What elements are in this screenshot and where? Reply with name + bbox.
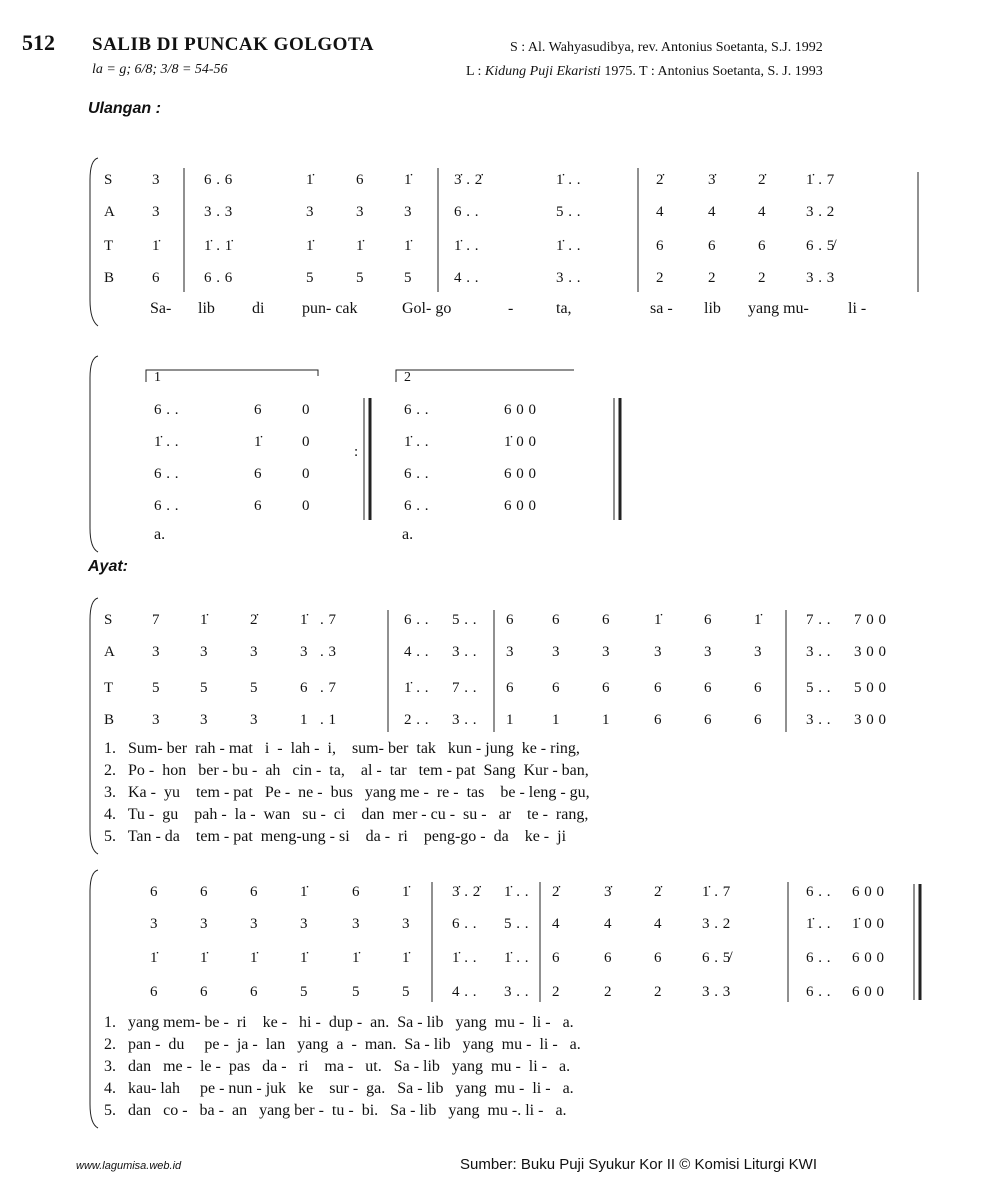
lyric: lib [704,300,721,317]
note: 3 [306,204,314,220]
note: 6 . 5̸ [702,950,731,966]
note: 1̇ . . [504,884,529,900]
note: 1̇ [402,884,410,900]
note: 2 [656,270,664,286]
note: 1 [300,712,308,728]
note: 6 [754,712,762,728]
note: 3 [300,644,308,660]
note: 6 [704,680,712,696]
note: 1̇ [300,612,308,628]
note: 1̇ . . [452,950,477,966]
note: 6 [150,884,158,900]
note: 3 . . [452,644,477,660]
lyric: pun- cak [302,300,358,317]
note: 1̇ [356,238,364,254]
note: 1̇ [300,884,308,900]
note: 3 [250,712,258,728]
note: . 3 [320,644,337,660]
note: 5 . . [556,204,581,220]
note: 2̇ [552,884,560,900]
key-signature: la = g; 6/8; 3/8 = 54-56 [92,62,228,77]
note: 6 . . [154,402,179,418]
note: 3̇ [708,172,716,188]
note: 6 [254,498,262,514]
note: 1̇ . . [556,172,581,188]
note: 6 [704,612,712,628]
note: 3 0 0 [854,712,887,728]
note: 1̇ [250,950,258,966]
note: 3 [150,916,158,932]
melody-credit: L : Kidung Puji Ekaristi 1975. T : Antonius Soetanta, S. J. 1993 [466,64,823,79]
note: 3 [404,204,412,220]
note: 3 [356,204,364,220]
repeat-sign: : [354,444,359,460]
note: 1̇ . . [454,238,479,254]
note: 2̇ [654,884,662,900]
note: 3 [250,644,258,660]
verse-lyric-line: 4. kau- lah pe - nun - juk ke sur - ga. Sa - lib yang mu - li - a. [104,1080,574,1097]
voice-label-s: S [104,612,113,628]
note: 6 [250,884,258,900]
note: 3 [152,172,160,188]
note: 1̇ 0 0 [852,916,885,932]
note: 5 [306,270,314,286]
note: 3 . 3 [702,984,731,1000]
note: 6 . . [154,466,179,482]
note: 6 0 0 [852,884,885,900]
note: 6 [654,712,662,728]
note: 6 . . [806,950,831,966]
note: 6 [754,680,762,696]
note: 6 [150,984,158,1000]
note: 3 [200,916,208,932]
note: 3 . 3 [204,204,233,220]
note: 6 . . [404,498,429,514]
note: 1̇ [404,238,412,254]
note: 1̇ . . [806,916,831,932]
note: 4 . . [452,984,477,1000]
note: 1̇ [150,950,158,966]
note: 6 [604,950,612,966]
note: 1̇ . . [404,680,429,696]
note: 5 . . [452,612,477,628]
voice-label-a: A [104,204,115,220]
note: 2 [552,984,560,1000]
note: 3 [152,712,160,728]
note: 4 . . [404,644,429,660]
note: . 1 [320,712,337,728]
note: 6 [552,680,560,696]
note: 5 [200,680,208,696]
note: 1̇ [300,950,308,966]
note: 6 [758,238,766,254]
note: 1̇ [306,172,314,188]
lyric: yang mu- [748,300,809,317]
verse-lyric-line: 1. Sum- ber rah - mat i - lah - i, sum- ber tak kun - jung ke - ring, [104,740,580,757]
note: 5 . . [806,680,831,696]
verse-lyric-line: 3. dan me - le - pas da - ri ma - ut. Sa - lib yang mu - li - a. [104,1058,571,1075]
voice-label-t: T [104,238,114,254]
voice-label-a: A [104,644,115,660]
note: 1̇ [306,238,314,254]
note: 6 . 6 [204,270,233,286]
note: 6 . . [404,612,429,628]
lyric: li - [848,300,867,317]
note: 3 . 2 [806,204,835,220]
voice-label-t: T [104,680,114,696]
note: 3 [754,644,762,660]
note: 6 [654,680,662,696]
note: 3 . . [452,712,477,728]
note: 3 . . [806,712,831,728]
note: 6 [254,466,262,482]
note: 5 [250,680,258,696]
note: 5 [356,270,364,286]
note: 7 . . [806,612,831,628]
note: 7 . . [452,680,477,696]
note: . 7 [320,612,337,628]
note: 6 [552,950,560,966]
note: 4 . . [454,270,479,286]
lyric: ta, [556,300,572,317]
note: 5 [402,984,410,1000]
note: 2 [654,984,662,1000]
verse-lyric-line: 1. yang mem- be - ri ke - hi - dup - an. Sa - lib yang mu - li - a. [104,1014,574,1031]
note: 6 [200,884,208,900]
ending-2-label: 2 [404,370,411,385]
note: 3 [200,712,208,728]
note: 0 [302,434,310,450]
hymn-number: 512 [22,30,55,55]
note: 3̇ . 2̇ [454,172,483,188]
note: 6 [552,612,560,628]
note: 2̇ [758,172,766,188]
note: 3 0 0 [854,644,887,660]
note: 2 . . [404,712,429,728]
note: 6 [352,884,360,900]
note: 7 0 0 [854,612,887,628]
note: 3 . 2 [702,916,731,932]
note: 2 [708,270,716,286]
note: . 7 [320,680,337,696]
note: 0 [302,498,310,514]
note: 3 [152,644,160,660]
note: 3 . . [504,984,529,1000]
note: 7 [152,612,160,628]
verse-lyric-line: 5. Tan - da tem - pat meng-ung - si da - ri peng-go - da ke - ji [104,828,567,845]
lyric: - [508,300,514,317]
note: 3 [602,644,610,660]
note: 0 [302,466,310,482]
note: 6 . . [806,884,831,900]
note: 1̇ . 7 [702,884,731,900]
section-verse-label: Ayat: [88,558,129,575]
lyric: Gol- go [402,300,452,317]
note: 6 . 5̸ [806,238,835,254]
note: 6 . . [404,466,429,482]
lyric: sa - [650,300,673,317]
note: 0 [302,402,310,418]
note: 3 [552,644,560,660]
note: 5 [404,270,412,286]
note: 3 [654,644,662,660]
note: 6 [656,238,664,254]
note: 3 [704,644,712,660]
note: 1̇ . 7 [806,172,835,188]
note: 6 0 0 [852,984,885,1000]
verse-lyric-line: 4. Tu - gu pah - la - wan su - ci dan mer - cu - su - ar te - rang, [104,806,589,823]
note: 4 [708,204,716,220]
note: 3 . . [806,644,831,660]
note: 1 [552,712,560,728]
lyric: di [252,300,265,317]
note: 1̇ . . [556,238,581,254]
note: 5 [352,984,360,1000]
note: 1̇ 0 0 [504,434,537,450]
note: 6 . . [154,498,179,514]
note: 6 . . [806,984,831,1000]
note: 6 [602,680,610,696]
note: 5 0 0 [854,680,887,696]
note: 1̇ [402,950,410,966]
ending-1-label: 1 [154,370,161,385]
note: 1̇ [404,172,412,188]
note: 4 [604,916,612,932]
note: 6 [654,950,662,966]
note: 6 . . [454,204,479,220]
lyric: a. [154,526,166,543]
voice-label-b: B [104,270,115,286]
note: 6 [506,612,514,628]
note: 4 [552,916,560,932]
note: 6 [708,238,716,254]
note: 6 0 0 [504,466,537,482]
verse-lyric-line: 5. dan co - ba - an yang ber - tu - bi. Sa - lib yang mu -. li - a. [104,1102,567,1119]
note: 6 . 6 [204,172,233,188]
note: 5 [152,680,160,696]
verse-lyric-line: 3. Ka - yu tem - pat Pe - ne - bus yang me - re - tas be - leng - gu, [104,784,590,801]
lyric: lib [198,300,215,317]
note: 6 [506,680,514,696]
note: 1̇ [254,434,262,450]
note: 4 [654,916,662,932]
note: 1 [506,712,514,728]
voice-label-b: B [104,712,115,728]
note: 3̇ . 2̇ [452,884,481,900]
note: 1̇ . 1̇ [204,238,233,254]
note: 1̇ . . [154,434,179,450]
hymn-title: SALIB DI PUNCAK GOLGOTA [92,34,374,55]
note: 1̇ [654,612,662,628]
note: 2̇ [656,172,664,188]
note: 4 [656,204,664,220]
section-refrain-label: Ulangan : [88,100,161,117]
note: 3 [152,204,160,220]
note: 1̇ [200,612,208,628]
note: 6 [200,984,208,1000]
lyric: a. [402,526,414,543]
voice-label-s: S [104,172,113,188]
note: 6 . . [404,402,429,418]
note: 1̇ [200,950,208,966]
note: 6 [704,712,712,728]
note: 6 [254,402,262,418]
note: 3 [402,916,410,932]
note: 6 0 0 [504,402,537,418]
note: 3 [352,916,360,932]
note: 3 . . [556,270,581,286]
note: 2̇ [250,612,258,628]
note: 6 [602,612,610,628]
source-credit: Sumber: Buku Puji Syukur Kor II © Komisi Liturgi KWI [460,1156,818,1173]
note: 3 . 3 [806,270,835,286]
note: 3 [200,644,208,660]
note: 6 [300,680,308,696]
note: 1̇ . . [404,434,429,450]
note: 6 [152,270,160,286]
verse-lyric-line: 2. Po - hon ber - bu - ah cin - ta, al - tar tem - pat Sang Kur - ban, [104,762,589,779]
note: 3 [250,916,258,932]
note: 6 . . [452,916,477,932]
note: 2 [758,270,766,286]
note: 5 [300,984,308,1000]
note: 3̇ [604,884,612,900]
note: 1̇ [152,238,160,254]
note: 3 [300,916,308,932]
website-credit: www.lagumisa.web.id [76,1160,182,1172]
note: 1̇ [754,612,762,628]
note: 5 . . [504,916,529,932]
verse-lyric-line: 2. pan - du pe - ja - lan yang a - man. Sa - lib yang mu - li - a. [104,1036,581,1053]
note: 6 0 0 [504,498,537,514]
note: 1 [602,712,610,728]
note: 1̇ . . [504,950,529,966]
note: 1̇ [352,950,360,966]
note: 2 [604,984,612,1000]
note: 6 0 0 [852,950,885,966]
note: 6 [356,172,364,188]
lyric: Sa- [150,300,172,317]
note: 6 [250,984,258,1000]
note: 4 [758,204,766,220]
note: 3 [506,644,514,660]
text-credit: S : Al. Wahyasudibya, rev. Antonius Soetanta, S.J. 1992 [510,40,823,55]
